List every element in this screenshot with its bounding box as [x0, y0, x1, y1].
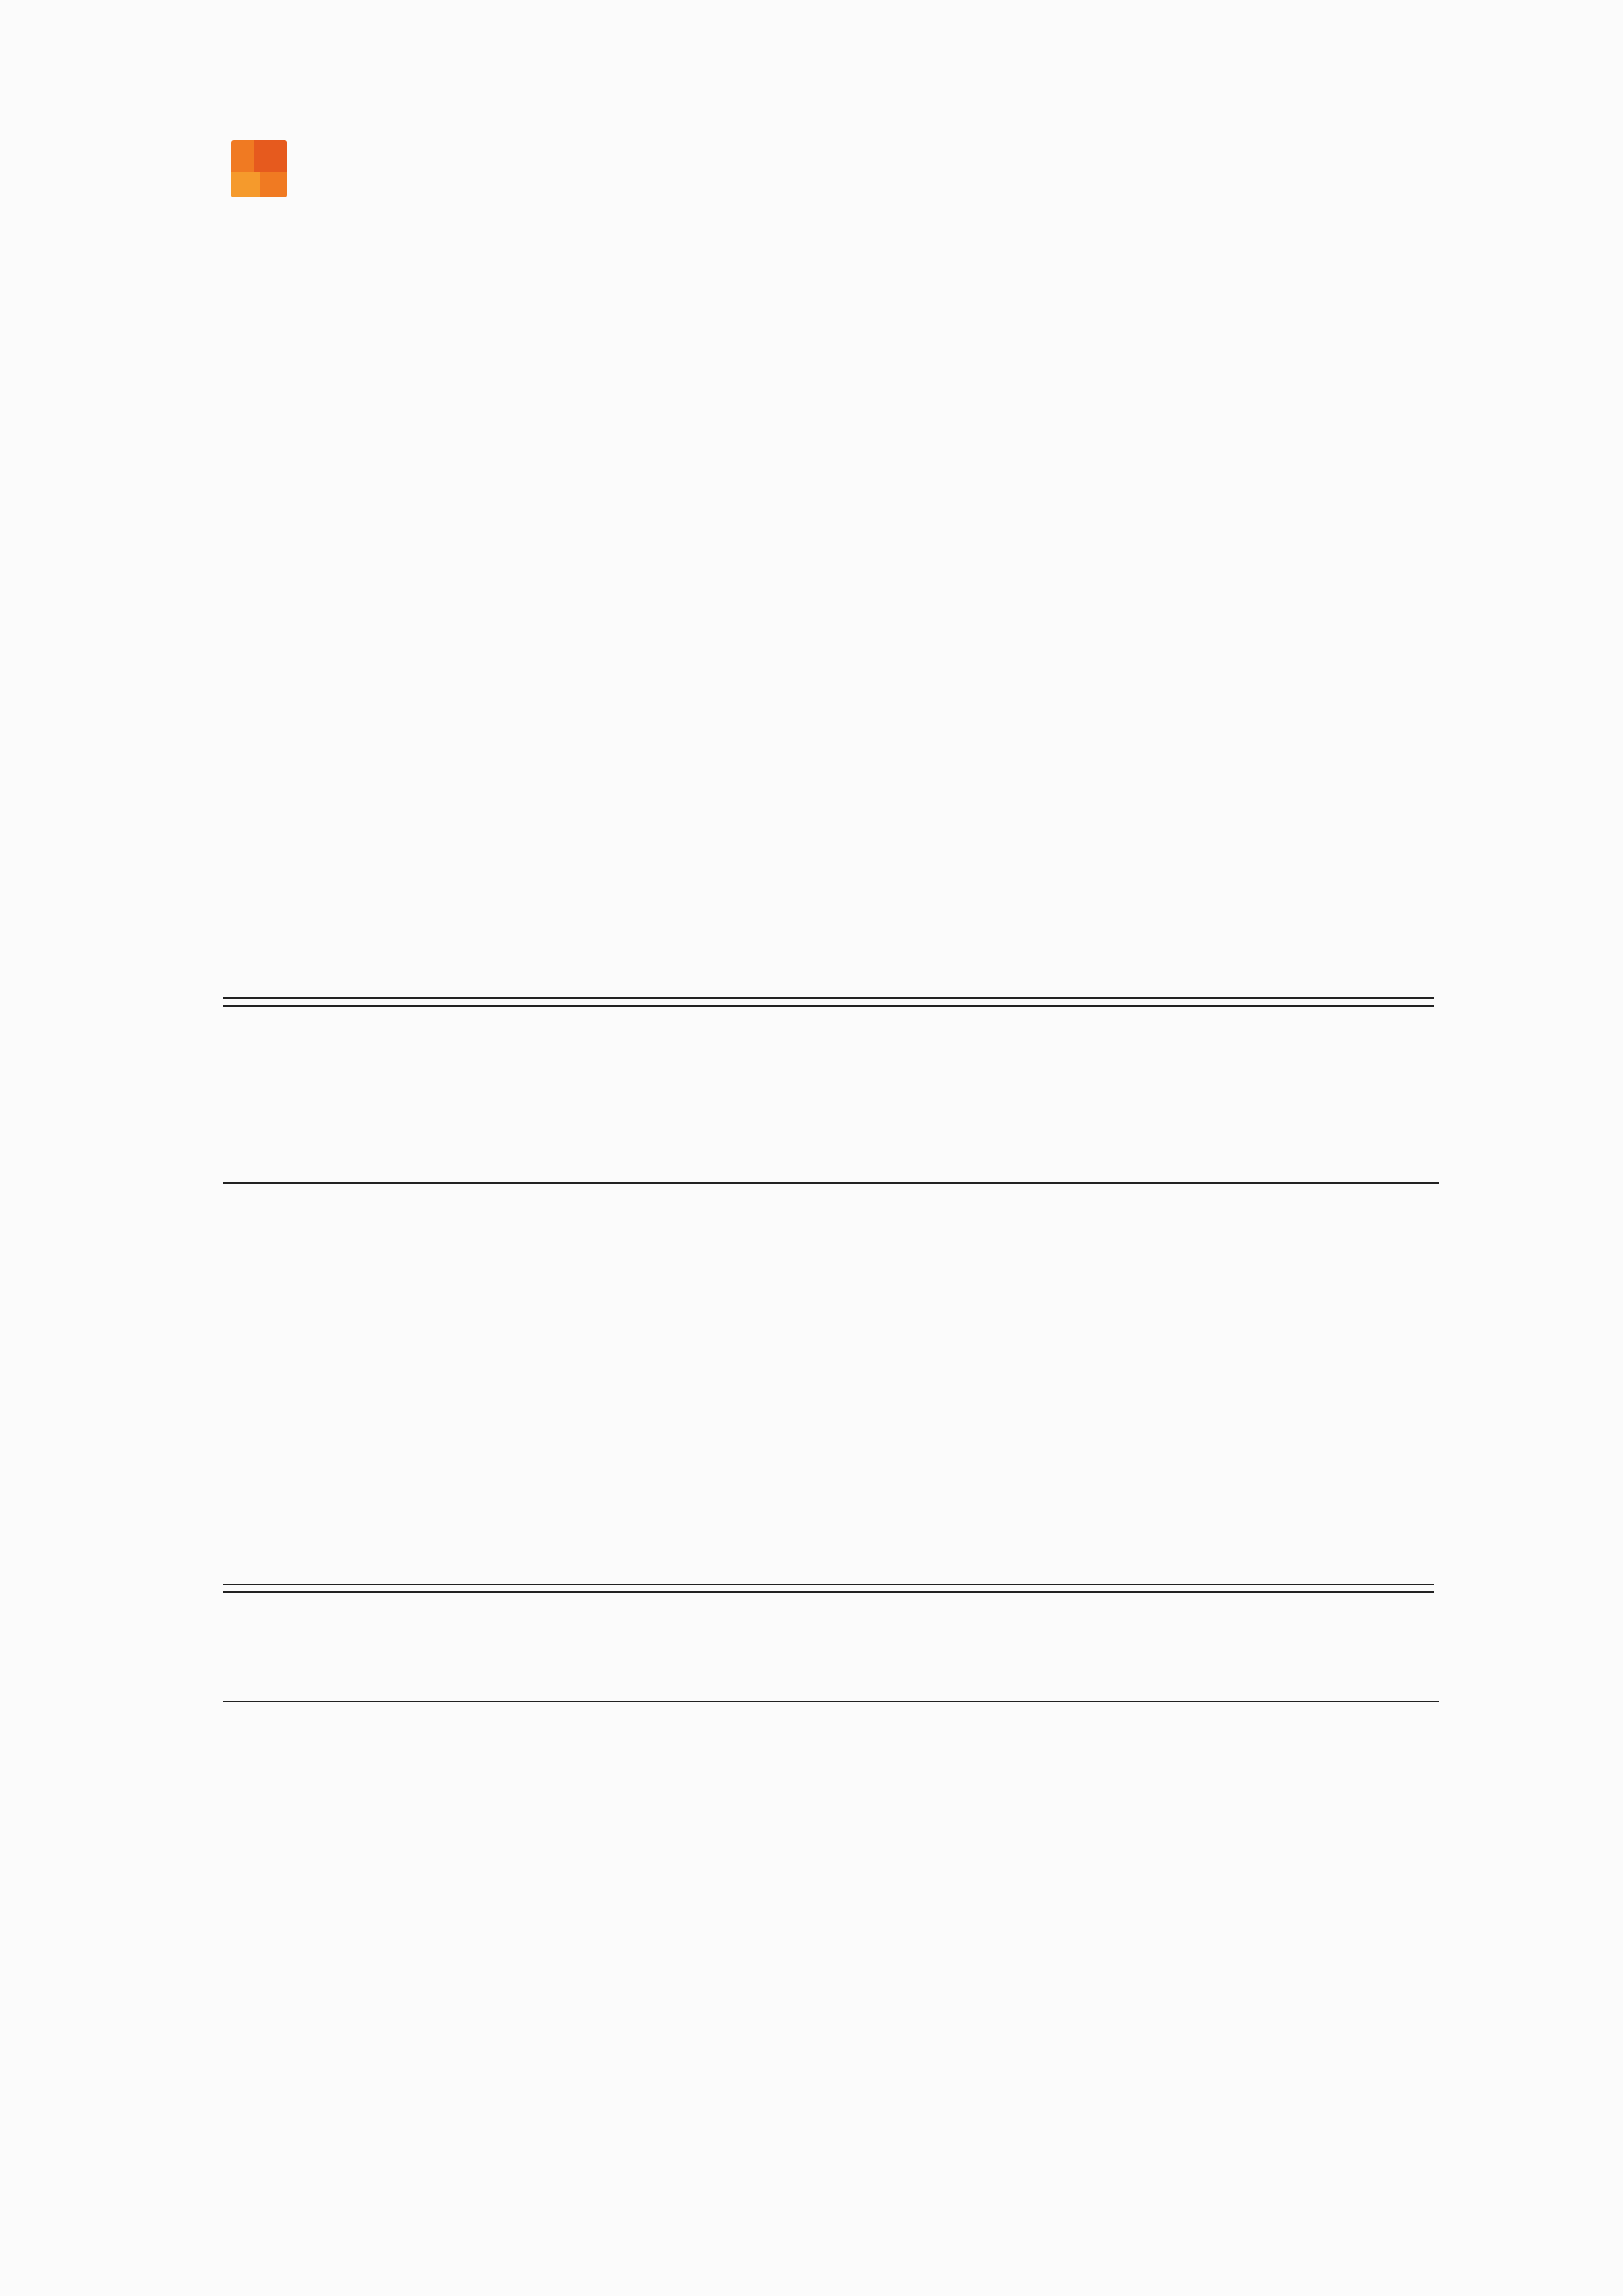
section-54-title — [223, 997, 1434, 1007]
annual-accumulated-table — [223, 1672, 1439, 1702]
cnmc-logo-mark-icon — [231, 140, 287, 197]
interannual-variation-table — [223, 1154, 1439, 1184]
table-header — [223, 1672, 1439, 1702]
table-header — [223, 1154, 1439, 1184]
cnmc-logo — [231, 136, 298, 201]
section-55-title — [223, 1584, 1434, 1593]
